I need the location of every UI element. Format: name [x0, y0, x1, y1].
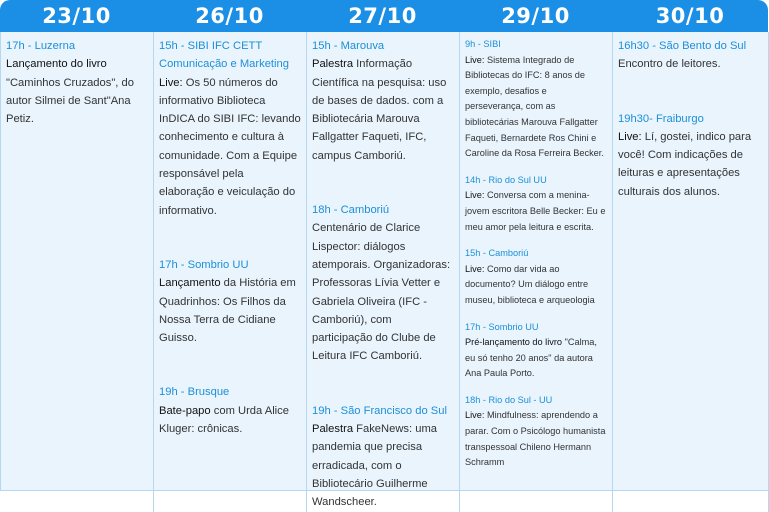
event-time: 16h30 - São Bento do Sul: [618, 40, 747, 52]
event-keyword: Live:: [465, 263, 485, 274]
event-text: com Urda Alice Kluger: crônicas.: [159, 404, 289, 436]
event-time: 9h - SIBI: [465, 39, 501, 49]
day-column-23-10: [1, 32, 154, 512]
event-text: Informação Científica na pesquisa: uso de bases de dados. com a Bibliotecária Marouva Fallgatter Faqueti, IFC, campus Camboriú.: [312, 58, 447, 162]
event-time: 15h - SIBI IFC CETT Comunicação e Marketing: [159, 40, 289, 71]
day-column-26-10: [154, 32, 307, 512]
event-item: [312, 201, 454, 366]
event-keyword: Lançamento: [159, 277, 221, 290]
event-time: 15h - Marouva: [312, 40, 385, 52]
day-column-30-10: [613, 32, 769, 512]
event-text: Encontro de leitores.: [618, 58, 721, 71]
event-time: 18h - Rio do Sul - UU: [465, 394, 553, 405]
event-time: 14h - Rio do Sul UU: [465, 174, 547, 185]
day-column-27-10: [307, 32, 460, 512]
event-item: [465, 37, 607, 162]
event-keyword: Pré-lançamento do livro: [465, 337, 563, 348]
event-item: [159, 383, 301, 438]
event-keyword: Live:: [159, 76, 183, 89]
event-keyword: Live:: [465, 410, 485, 421]
date-header-3: 27/10: [348, 4, 417, 28]
event-text: "Caminhos Cruzados", do autor Silmei de Sant"Ana Petiz.: [6, 76, 134, 126]
date-header-5: 30/10: [655, 4, 725, 28]
event-text: Conversa com a menina-jovem escritora Belle Becker: Eu e meu amor pela leitura e escrita.: [465, 190, 606, 232]
event-time: 17h - Sombrio UU: [465, 321, 539, 332]
event-item: [465, 393, 607, 471]
day-column-29-10: [460, 32, 613, 512]
event-time: 17h - Sombrio UU: [159, 258, 249, 271]
event-keyword: Lançamento do livro: [6, 58, 107, 71]
event-keyword: Palestra: [312, 58, 354, 71]
event-time: 19h - Brusque: [159, 386, 230, 399]
event-keyword: Live:: [618, 130, 642, 143]
event-time: 19h30- Fraiburgo: [618, 112, 704, 125]
event-time: 15h - Camboriú: [465, 248, 529, 259]
event-item: [312, 37, 454, 165]
event-time: 17h - Luzerna: [6, 40, 76, 52]
event-keyword: Live:: [465, 190, 485, 201]
event-keyword: Live:: [465, 54, 485, 65]
date-header-4: 29/10: [501, 4, 570, 28]
event-text: "Calma, eu só tenho 20 anos" da autora Ana Paula Porto.: [465, 337, 597, 379]
event-text: Centenário de Clarice Lispector: diálogos atemporais. Organizadoras: Professoras Lívia Vetter e Gabriela Oliveira (IFC - Camboriú), com participação do Clube de Leitura IFC Camboriú.: [312, 222, 451, 363]
event-keyword: Palestra: [312, 423, 354, 436]
event-text: Os 50 números do informativo Biblioteca InDICA do SIBI IFC: levando conhecimento e cultura à comunidade. Com a Equipe responsável pela elaboração e veiculação do informativo.: [159, 76, 301, 217]
event-text: Mindfulness: aprendendo a parar. Com o Psicólogo humanista transpessoal Chileno Hermann Schramm: [465, 410, 606, 468]
event-item: [6, 37, 148, 128]
event-item: [312, 402, 454, 512]
event-keyword: Bate-papo: [159, 404, 211, 417]
event-time: 19h - São Francisco do Sul: [312, 404, 447, 417]
date-header-2: 26/10: [195, 4, 264, 28]
event-item: [618, 37, 763, 74]
event-item: [465, 246, 607, 308]
event-item: [465, 320, 607, 382]
date-header-row: [0, 0, 768, 32]
schedule-body: [0, 32, 768, 509]
event-item: [618, 110, 763, 201]
event-item: [159, 256, 301, 347]
event-text: da História em Quadrinhos: Os Filhos da Nossa Terra de Cidiane Guisso.: [159, 277, 296, 345]
event-text: Sistema Integrado de Bibliotecas do IFC: 8 anos de exemplo, desafios e perseverança, com as bibliotecárias Marouva Fallgatter Faqueti, Bernardete Ros Chini e Caroline da Rosa Ferreira Becker.: [465, 54, 604, 159]
date-header-1: 23/10: [42, 4, 111, 28]
event-text: Como dar vida ao documento? Um diálogo entre museu, biblioteca e arqueologia: [465, 263, 595, 305]
event-item: [159, 37, 301, 220]
event-text: Lí, gostei, indico para você! Com indicações de leituras e apresentações culturais dos alunos.: [618, 130, 752, 198]
event-text: FakeNews: uma pandemia que precisa erradicada, com o Bibliotecário Guilherme Wandscheer.: [312, 423, 437, 509]
event-item: [465, 173, 607, 235]
event-time: 18h - Camboriú: [312, 204, 390, 217]
